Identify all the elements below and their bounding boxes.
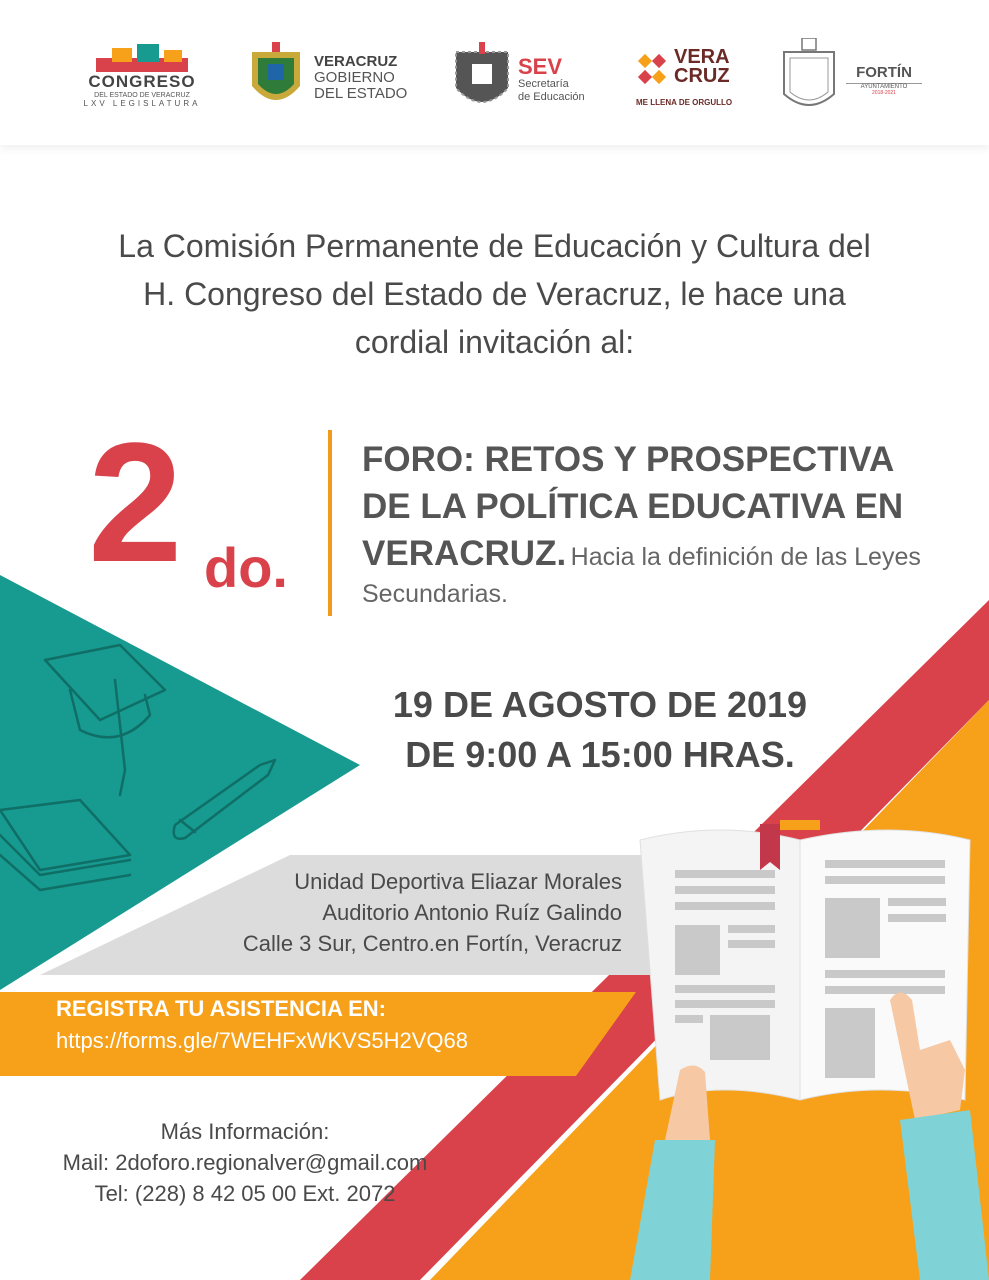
sev-line3: de Educación	[518, 91, 585, 103]
brand-tagline: ME LLENA DE ORGULLO	[636, 98, 733, 107]
event-date: 19 DE AGOSTO DE 2019	[392, 684, 808, 725]
invitation-intro	[30, 222, 959, 366]
event-schedule	[300, 680, 900, 780]
vertical-divider	[328, 430, 332, 616]
venue-line-3: Calle 3 Sur, Centro.en Fortín, Veracruz	[242, 931, 622, 956]
book-stack-icon	[0, 800, 130, 890]
venue-line-1: Unidad Deportiva Eliazar Morales	[294, 869, 622, 894]
gobierno-line3: DEL ESTADO	[314, 85, 408, 102]
sev-shield-icon	[452, 38, 512, 118]
intro-line-1: La Comisión Permanente de Educación y Cultura del	[118, 228, 871, 264]
contact-heading: Más Información:	[160, 1119, 330, 1144]
registration-link[interactable]: https://forms.gle/7WEHFxWKVS5H2VQ68	[56, 1028, 469, 1053]
brand-cruz: CRUZ	[674, 65, 730, 87]
fortin-title: FORTÍN	[856, 64, 912, 81]
sev-logo	[452, 38, 602, 118]
graduation-cap-icon	[45, 645, 165, 795]
edition-suffix: do.	[204, 536, 288, 599]
hand-left-icon	[630, 1065, 715, 1280]
sev-title: SEV	[518, 54, 563, 79]
forum-title: FORO: RETOS Y PROSPECTIVA DE LA POLÍTICA EDUCATIVA EN VERACRUZ.	[362, 440, 904, 573]
congreso-subtitle: DEL ESTADO DE VERACRUZ	[94, 92, 190, 99]
fortin-shield-icon	[780, 38, 838, 118]
intro-line-2: H. Congreso del Estado de Veracruz, le hace una	[143, 276, 846, 312]
gobierno-title: VERACRUZ	[314, 53, 398, 70]
registration-block	[56, 994, 616, 1058]
event-time: DE 9:00 A 15:00 HRAS.	[405, 734, 795, 775]
contact-info	[20, 1116, 470, 1209]
venue-line-2: Auditorio Antonio Ruíz Galindo	[322, 900, 622, 925]
congreso-legislatura: LXV LEGISLATURA	[83, 99, 201, 108]
school-supplies-drawing	[0, 620, 300, 900]
fortin-line2: AYUNTAMIENTO	[846, 83, 922, 90]
intro-line-3: cordial invitación al:	[354, 324, 635, 360]
edition-badge	[88, 408, 318, 599]
veracruz-gobierno-logo	[246, 38, 416, 118]
edition-number: 2	[88, 408, 179, 598]
veracruz-brand-logo	[636, 38, 740, 118]
registration-label: REGISTRA TU ASISTENCIA EN:	[56, 996, 387, 1021]
venue-info	[120, 866, 622, 959]
sev-line2: Secretaría	[518, 78, 569, 90]
fortin-line3: 2018-2021	[872, 90, 896, 96]
brand-vera: VERA	[674, 46, 730, 68]
fortin-logo	[780, 38, 930, 118]
contact-mail[interactable]: Mail: 2doforo.regionalver@gmail.com	[62, 1150, 428, 1175]
sponsor-header	[0, 0, 989, 145]
coat-of-arms-icon	[246, 38, 306, 118]
contact-phone: Tel: (228) 8 42 05 00 Ext. 2072	[94, 1181, 396, 1206]
congreso-logo	[82, 38, 202, 118]
forum-subtitle: Hacia la definición de las Leyes Secundarias.	[362, 543, 921, 608]
gobierno-line2: GOBIERNO	[314, 69, 395, 86]
forum-heading	[362, 436, 922, 612]
pencil-icon	[174, 760, 275, 839]
veracruz-pattern-icon	[636, 52, 672, 92]
open-book-illustration	[620, 810, 989, 1280]
congreso-name: CONGRESO	[88, 72, 196, 91]
